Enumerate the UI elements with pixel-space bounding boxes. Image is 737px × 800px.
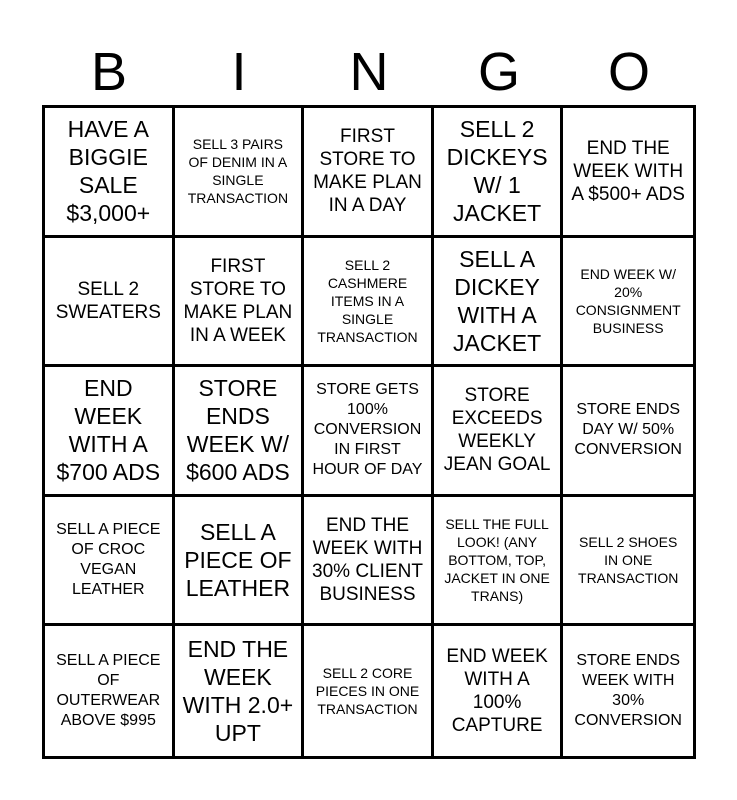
bingo-cell-r4-c1[interactable] — [175, 626, 305, 756]
cell-text: SELL 2 SHOES IN ONE TRANSACTION — [578, 534, 679, 587]
bingo-cell-r2-c0[interactable] — [45, 367, 175, 497]
cell-text: SELL THE FULL LOOK! (ANY BOTTOM, TOP, JACKET IN ONE TRANS) — [444, 516, 550, 605]
bingo-cell-r1-c4[interactable] — [563, 238, 693, 368]
bingo-cell-r4-c0[interactable] — [45, 626, 175, 756]
bingo-cell-r3-c0[interactable] — [45, 497, 175, 627]
bingo-cell-r0-c4[interactable] — [563, 108, 693, 238]
cell-text: END WEEK WITH A 100% CAPTURE — [446, 646, 548, 737]
bingo-cell-r1-c3[interactable] — [434, 238, 564, 368]
header-letter-b: B — [90, 42, 128, 102]
cell-text: SELL A DICKEY WITH A JACKET — [453, 245, 542, 356]
cell-text: END THE WEEK WITH A $500+ ADS — [571, 137, 685, 205]
bingo-cell-r2-c3[interactable] — [434, 367, 564, 497]
bingo-cell-r1-c0[interactable] — [45, 238, 175, 368]
cell-text: SELL 2 DICKEYS W/ 1 JACKET — [446, 116, 548, 227]
bingo-cell-r0-c3[interactable] — [434, 108, 564, 238]
cell-text: FIRST STORE TO MAKE PLAN IN A WEEK — [183, 255, 293, 346]
cell-text: FIRST STORE TO MAKE PLAN IN A DAY — [313, 126, 422, 217]
bingo-cell-r2-c4[interactable] — [563, 367, 693, 497]
bingo-cell-r3-c4[interactable] — [563, 497, 693, 627]
bingo-cell-r4-c4[interactable] — [563, 626, 693, 756]
cell-text: SELL 2 CASHMERE ITEMS IN A SINGLE TRANSACTION — [317, 256, 418, 345]
bingo-cell-r2-c2[interactable] — [304, 367, 434, 497]
bingo-cell-r3-c3[interactable] — [434, 497, 564, 627]
cell-text: END THE WEEK WITH 2.0+ UPT — [182, 636, 294, 747]
bingo-cell-r0-c0[interactable] — [45, 108, 175, 238]
bingo-cell-r1-c2[interactable] — [304, 238, 434, 368]
header-letter-i: I — [231, 42, 247, 102]
cell-text: SELL A PIECE OF CROC VEGAN LEATHER — [56, 521, 161, 599]
header-letter-n: N — [349, 42, 389, 102]
cell-text: SELL 3 PAIRS OF DENIM IN A SINGLE TRANSACTION — [187, 136, 289, 207]
cell-text: SELL 2 CORE PIECES IN ONE TRANSACTION — [315, 665, 420, 718]
cell-text: SELL 2 SWEATERS — [55, 278, 161, 323]
cell-text: END WEEK W/ 20% CONSIGNMENT BUSINESS — [575, 265, 681, 336]
bingo-cell-r3-c2[interactable] — [304, 497, 434, 627]
cell-text: END WEEK WITH A $700 ADS — [56, 375, 161, 486]
cell-text: STORE ENDS WEEK W/ $600 ADS — [186, 375, 290, 486]
bingo-cell-r0-c2[interactable] — [304, 108, 434, 238]
cell-text: HAVE A BIGGIE SALE $3,000+ — [66, 116, 151, 227]
bingo-cell-r0-c1[interactable] — [175, 108, 305, 238]
bingo-cell-r2-c1[interactable] — [175, 367, 305, 497]
bingo-cell-r1-c1[interactable] — [175, 238, 305, 368]
cell-text: STORE ENDS DAY W/ 50% CONVERSION — [574, 401, 682, 459]
cell-text: END THE WEEK WITH 30% CLIENT BUSINESS — [312, 515, 423, 606]
header-letter-o: O — [607, 42, 650, 102]
bingo-cell-r4-c2[interactable] — [304, 626, 434, 756]
bingo-cell-r4-c3[interactable] — [434, 626, 564, 756]
bingo-header — [44, 40, 694, 104]
cell-text: SELL A PIECE OF LEATHER — [184, 519, 292, 602]
bingo-board — [42, 105, 696, 759]
bingo-cell-r3-c1[interactable] — [175, 497, 305, 627]
cell-text: STORE GETS 100% CONVERSION IN FIRST HOUR OF DAY — [312, 381, 423, 479]
header-letter-g: G — [477, 42, 520, 102]
cell-text: STORE ENDS WEEK WITH 30% CONVERSION — [574, 652, 682, 730]
cell-text: SELL A PIECE OF OUTERWEAR ABOVE $995 — [56, 652, 161, 730]
cell-text: STORE EXCEEDS WEEKLY JEAN GOAL — [443, 385, 551, 476]
